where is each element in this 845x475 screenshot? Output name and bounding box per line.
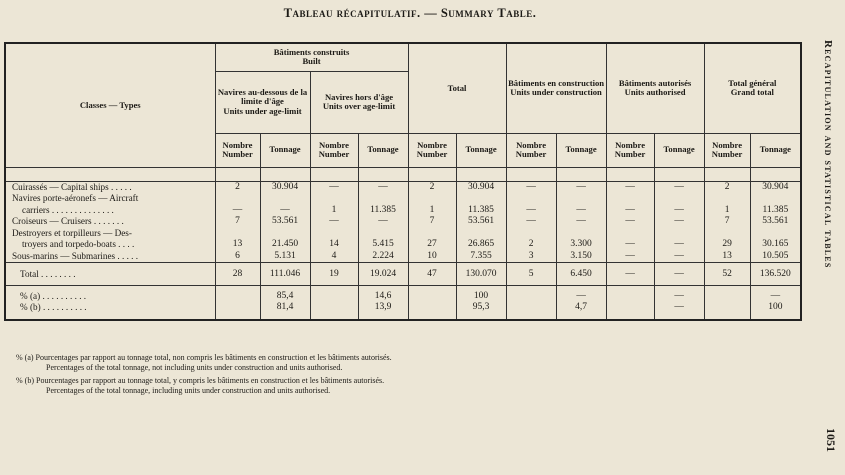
grand-total-number-cells: 2 1 7 29 13	[704, 181, 750, 263]
tonnage-header: Tonnage	[556, 133, 606, 167]
nombre-header: Nombre Number	[408, 133, 456, 167]
ship-types-block	[5, 181, 801, 263]
total-row-label: Total . . . . . . . .	[5, 263, 215, 286]
total-header: Total	[408, 43, 506, 133]
class-label: Cuirassés — Capital ships . . . . .	[12, 181, 132, 192]
footnote-a-french: % (a) Pourcentages par rapport au tonnage total, non compris les bâtiments en construction et les bâtiments autorisés.	[16, 353, 392, 362]
under-age-tonnage-cells: 30.904 — 53.561 21.450 5.131	[260, 181, 310, 263]
over-age-number-cells: — 1 — 14 4	[310, 181, 358, 263]
construction-number-cells: — — — 2 3	[506, 181, 556, 263]
footnote-a-english: Percentages of the total tonnage, not including units under construction and units authorised.	[46, 363, 343, 372]
class-labels	[5, 181, 215, 263]
authorised-tonnage-cells: — — — — —	[654, 181, 704, 263]
tonnage-header: Tonnage	[654, 133, 704, 167]
page-title: Tableau récapitulatif. — Summary Table.	[283, 6, 537, 20]
percentage-rows: % (a) . . . . . . . . . . % (b) . . . . . . . . . . 85,4 81,4 14,6 13,9 100 95,3 — 4,7 — — — 100	[5, 286, 801, 320]
class-label: Sous-marins — Submarines . . . . .	[12, 250, 139, 261]
authorised-header: Bâtiments autorisés Units authorised	[606, 43, 704, 133]
total-number-cells: 2 1 7 27 10	[408, 181, 456, 263]
footnote-b-french: % (b) Pourcentages par rapport au tonnage total, y compris les bâtiments en construction et les bâtiments autorisés.	[16, 376, 385, 385]
total-row: Total . . . . . . . . 28 111.046 19 19.024 47 130.070 5 6.450 — — 52 136.520	[5, 263, 801, 286]
over-age-tonnage-cells: — 11.385 — 5.415 2.224	[358, 181, 408, 263]
footnote-b-english: Percentages of the total tonnage, including units under construction and units authorised.	[46, 386, 331, 395]
summary-table	[4, 42, 802, 321]
nombre-header: Nombre Number	[704, 133, 750, 167]
under-age-header: Navires au-dessous de la limite d'âge Units under age-limit	[215, 71, 310, 133]
side-running-title: Recapitulation and statistical tables	[822, 40, 834, 269]
built-header: Bâtiments construits Built	[215, 43, 408, 71]
nombre-header: Nombre Number	[506, 133, 556, 167]
tonnage-header: Tonnage	[456, 133, 506, 167]
tonnage-header: Tonnage	[750, 133, 801, 167]
class-label: troyers and torpedo-boats . . . .	[22, 239, 135, 249]
tonnage-header: Tonnage	[260, 133, 310, 167]
percentage-labels: % (a) . . . . . . . . . . % (b) . . . . . . . . . .	[5, 286, 215, 320]
under-age-number-cells: 2 — 7 13 6	[215, 181, 260, 263]
grand-total-tonnage-cells: 30.904 11.385 53.561 30.165 10.505	[750, 181, 801, 263]
total-tonnage-cells: 30.904 11.385 53.561 26.865 7.355	[456, 181, 506, 263]
construction-header: Bâtiments en construction Units under construction	[506, 43, 606, 133]
nombre-header: Nombre Number	[606, 133, 654, 167]
nombre-header: Nombre Number	[215, 133, 260, 167]
class-label: carriers . . . . . . . . . . . . . .	[22, 204, 114, 215]
over-age-header: Navires hors d'âge Units over age-limit	[310, 71, 408, 133]
class-label: Destroyers et torpilleurs — Des-	[12, 227, 132, 238]
classes-header: Classes — Types	[5, 43, 215, 167]
nombre-header: Nombre Number	[310, 133, 358, 167]
tonnage-header: Tonnage	[358, 133, 408, 167]
grand-total-header: Total général Grand total	[704, 43, 801, 133]
construction-tonnage-cells: — — — 3.300 3.150	[556, 181, 606, 263]
class-label: Navires porte-aéronefs — Aircraft	[12, 193, 139, 203]
class-label: Croiseurs — Cruisers . . . . . . .	[12, 216, 124, 226]
page-number: 1051	[824, 428, 838, 452]
authorised-number-cells: — — — — —	[606, 181, 654, 263]
